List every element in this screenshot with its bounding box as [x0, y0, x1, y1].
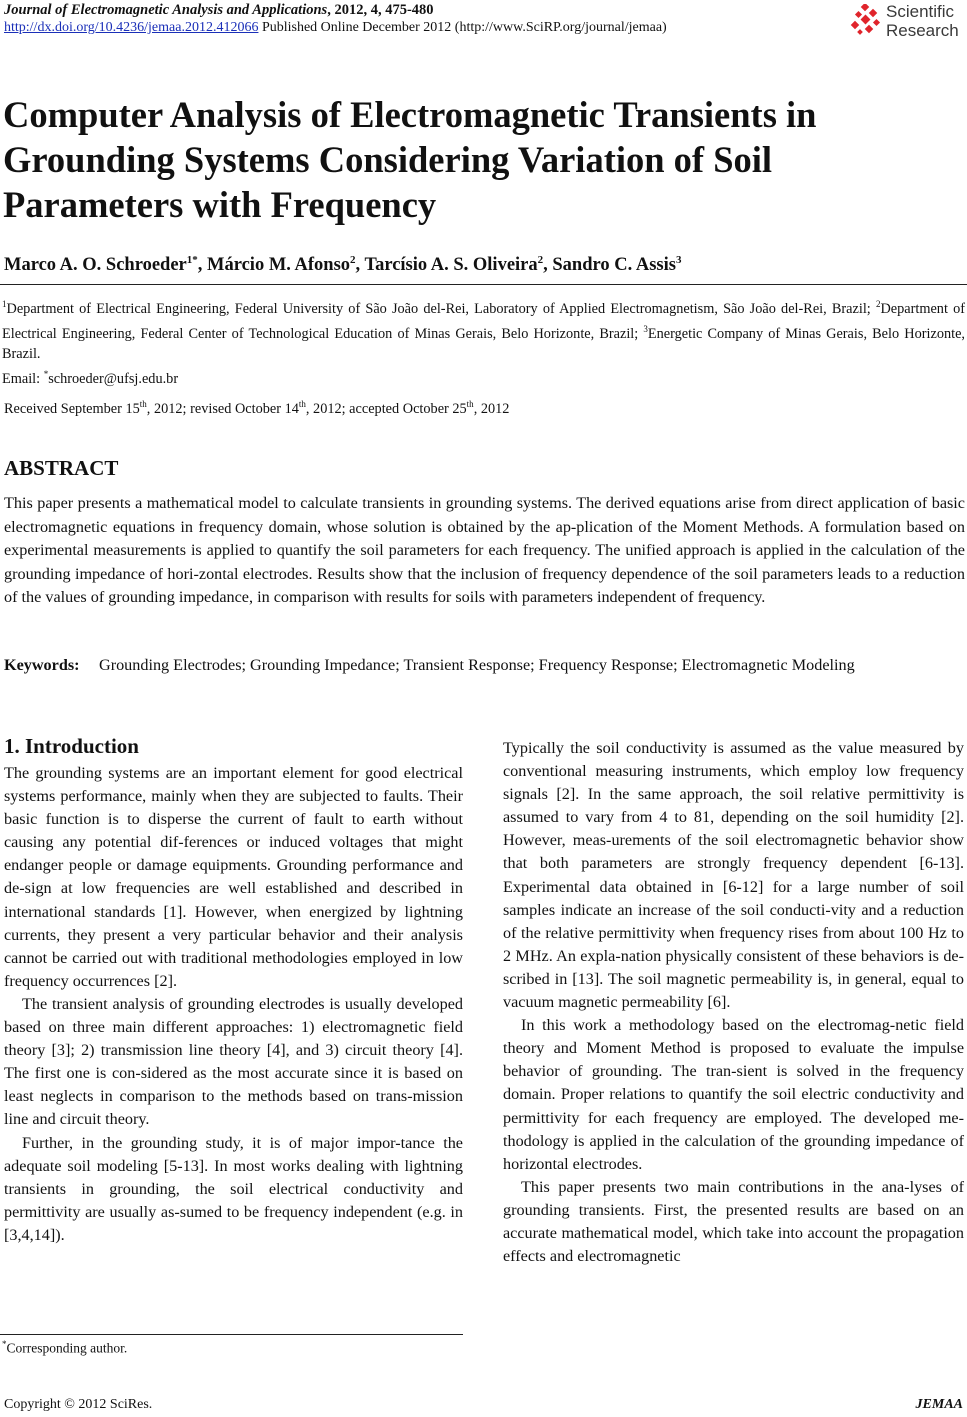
date-revised: , 2012; revised October 14 — [146, 400, 299, 417]
affil-sup: 2 — [875, 299, 881, 309]
date-accepted: , 2012; accepted October 25 — [305, 400, 467, 417]
footnote — [2, 1339, 127, 1357]
paragraph: Typically the soil conductivity is assumed as the value measured by conventional measuring instruments, which employ low frequency signals [2]. In the same approach, the soil relative permittivity is assumed to vary from 4 to 81, depending on the soil humidity [2]. However, meas-urements of the soil electromagnetic behavior show that both parameters are strongly frequency dependent [6-13]. Experimental data obtained in [6-12] for a large number of soil samples indicate an increase of the soil conducti-vity and a reduction of the relative permittivity when frequency rises from about 100 Hz to 2 MHz. An expla-nation physically consistent of these behaviors is de-scribed in [13]. The soil magnetic permeability is, in general, equal to vacuum magnetic permeability [6]. — [503, 739, 964, 1012]
affiliation-3: Energetic Company of Minas Gerais, Belo Horizonte, Brazil. — [2, 325, 966, 362]
paper-title: Computer Analysis of Electromagnetic Transients in Grounding Systems Considering Variation of Soil Parameters with Frequency — [3, 94, 817, 225]
keywords-text: Grounding Electrodes; Grounding Impedance; Transient Response; Frequency Response; Electromagnetic Modeling — [99, 656, 855, 674]
date-received: Received September 15 — [4, 400, 140, 417]
affil-sup: 1 — [2, 299, 7, 309]
author-list — [4, 254, 681, 276]
paragraph: The grounding systems are an important element for good electrical systems performance, mainly when they are subjected to faults. Their basic function is to disperse the current of fault to earth without causing any potential dif-ferences or induced voltages that might endanger people or damage equipments. Grounding performance and de-sign at low frequencies are well established and described in international standards [1]. However, when energized by lightning currents, they present a very particular behavior and their analysis cannot be carried out with traditional methodologies employed in low frequency occurrences [2]. — [4, 764, 463, 990]
author-name: Sandro C. Assis — [552, 255, 676, 276]
author-sep: , — [197, 255, 207, 276]
author-sep: , — [543, 255, 553, 276]
email-label: Email: — [2, 370, 44, 387]
section-heading: 1. Introduction — [4, 734, 139, 758]
logo-mark-icon — [848, 4, 884, 40]
keywords-label: Keywords: — [4, 656, 80, 674]
keywords — [4, 654, 965, 677]
author-sup: 1* — [186, 254, 198, 266]
date-sup: th — [139, 399, 147, 409]
footnote-sup: * — [2, 1339, 7, 1349]
date-sup: th — [298, 399, 306, 409]
scientific-research-logo — [848, 2, 967, 42]
abstract-heading: ABSTRACT — [4, 456, 119, 480]
author-name: Márcio M. Afonso — [207, 255, 351, 276]
doi-line — [4, 20, 667, 36]
paragraph: The transient analysis of grounding electrodes is usually developed based on three main different approaches: 1) electromagnetic field theory [3]; 2) transmission line theory [4], and 3) circuit theory [4]. The first one is con-sidered as the most accurate since it is based on least neglects in comparison to the methods based on trans-mission line and circuit theory. — [4, 994, 463, 1129]
right-column — [503, 737, 964, 1268]
paragraph: In this work a methodology based on the electromag-netic field theory and Moment Method is proposed to evaluate the impulse behavior of grounding. The tran-sient is solved in the frequency domain. Proper relations to quantify the soil electric conductivity and permittivity for each frequency are employed. The developed me-thodology is applied in the calculation of the grounding impedance of horizontal electrodes. — [503, 1016, 964, 1173]
journal-abbreviation: JEMAA — [915, 1397, 963, 1412]
affiliation-1: Department of Electrical Engineering, Federal University of São João del-Rei, Laboratory of Applied Electromagnetism, São João del-Rei, Brazil; — [6, 300, 876, 317]
logo-line-2: Research — [886, 21, 959, 40]
journal-name: Journal of Electromagnetic Analysis and Applications — [4, 2, 328, 18]
abstract-text: This paper presents a mathematical model to calculate transients in grounding systems. The derived equations arise from direct application of basic electromagnetic equations in frequency domain, whose solution is obtained by the ap-plication of the Moment Methods. A formulation based on experimental measurements is applied to quantify the soil parameters for each frequency. The unified approach is applied in the calculation of the grounding impedance of hori-zontal electrodes. Results show that the inclusion of frequency dependence of the soil parameters leads to a reduction of the values of grounding impedance, in comparison with results for soils with parameters independent of frequency. — [4, 494, 965, 606]
left-column — [4, 762, 463, 1247]
logo-line-1: Scientific — [886, 2, 955, 21]
date-sup: th — [466, 399, 474, 409]
paragraph: This paper presents two main contributions in the ana-lyses of grounding transients. First, the presented results are based on an accurate mathematical model, which take into account the propagation effects and electromagnetic — [503, 1177, 964, 1266]
date-end: , 2012 — [473, 400, 510, 417]
author-divider — [0, 284, 967, 285]
email-address[interactable]: schroeder@ufsj.edu.br — [48, 370, 179, 387]
author-name: Tarcísio A. S. Oliveira — [364, 255, 538, 276]
journal-citation — [4, 2, 434, 19]
author-sup: 2 — [350, 254, 356, 266]
journal-volume: , 2012, 4, 475-480 — [327, 2, 434, 18]
affil-sup: 3 — [643, 323, 648, 334]
copyright: Copyright © 2012 SciRes. — [4, 1397, 153, 1412]
logo-text — [886, 2, 959, 40]
doi-link[interactable]: http://dx.doi.org/10.4236/jemaa.2012.412066 — [4, 20, 259, 35]
submission-dates — [4, 399, 509, 418]
author-sup: 3 — [675, 254, 682, 266]
email-sup: * — [43, 368, 49, 379]
affiliations — [2, 294, 965, 388]
paragraph: Further, in the grounding study, it is of major impor-tance the adequate soil modeling [5-13]. In most works dealing with lightning transients in grounding, the soil electrical conductivity and permittivity are usually as-sumed to be frequency independent (e.g. in [3,4,14]). — [4, 1133, 463, 1244]
published-note: Published Online December 2012 (http://www.SciRP.org/journal/jemaa) — [258, 20, 667, 35]
footnote-text: Corresponding author. — [6, 1340, 128, 1356]
author-sup: 2 — [537, 254, 544, 266]
footnote-divider — [0, 1334, 463, 1335]
affiliation-2: Department of Electrical Engineering, Federal Center of Technological Education of Minas Gerais, Belo Horizonte, Brazil; — [2, 300, 965, 342]
author-name: Marco A. O. Schroeder — [4, 255, 187, 276]
author-sep: , — [355, 255, 365, 276]
